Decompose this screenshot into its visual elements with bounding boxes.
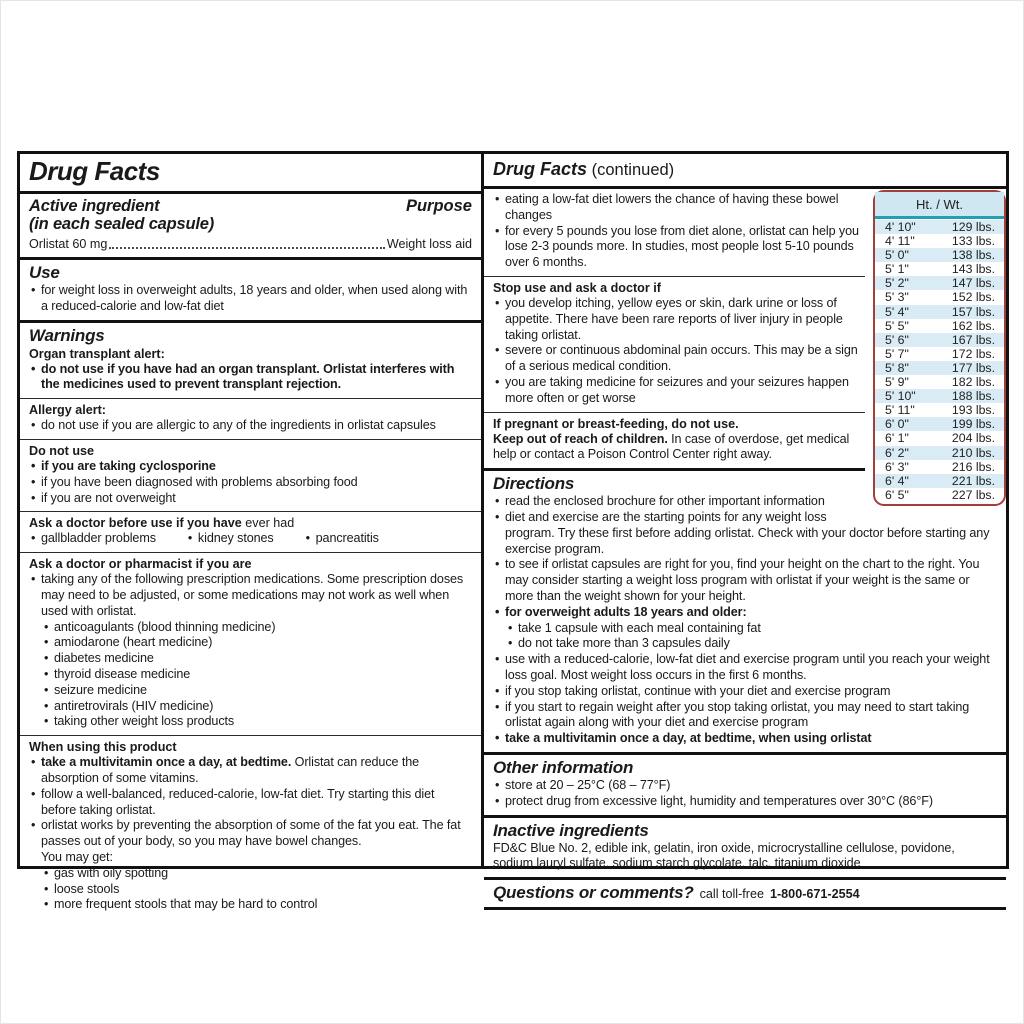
bullet-item: • kidney stones bbox=[186, 531, 274, 547]
bullet-item: • if you start to regain weight after you stop taking orlistat, you may need to start taking orlistat again along with your diet and exercise program bbox=[493, 700, 997, 732]
multivitamin-bullet: • take a multivitamin once a day, at bedtime. Orlistat can reduce the absorption of some vitamins. bbox=[29, 755, 472, 787]
medication-item: • taking other weight loss products bbox=[42, 714, 472, 730]
left-column bbox=[17, 151, 484, 912]
weight-value: 182 lbs. bbox=[951, 375, 995, 390]
when-using-section bbox=[20, 735, 481, 918]
weight-value: 193 lbs. bbox=[951, 403, 995, 418]
right-content bbox=[484, 186, 1006, 910]
organ-transplant-bullet: • do not use if you have had an organ transplant. Orlistat interferes with the medicines used to prevent transplant rejection. bbox=[29, 362, 472, 394]
weight-value: 167 lbs. bbox=[951, 332, 995, 347]
questions-heading: Questions or comments? bbox=[493, 883, 694, 903]
weight-value: 162 lbs. bbox=[951, 318, 995, 333]
stop-use-section bbox=[484, 276, 1006, 412]
pregnant-warning: If pregnant or breast-feeding, do not use. bbox=[493, 416, 739, 431]
height-value: 5' 1" bbox=[885, 262, 909, 277]
bullet-item: • for every 5 pounds you lose from diet alone, orlistat can help you lose 2-3 pounds more. In studies, most people lost 5-10 pounds over 6 months. bbox=[493, 224, 997, 271]
bullet-item: • eating a low-fat diet lowers the chance of having these bowel changes bbox=[493, 192, 997, 224]
weight-value: 147 lbs. bbox=[951, 276, 995, 291]
height-value: 6' 0" bbox=[885, 417, 909, 432]
weight-value: 188 lbs. bbox=[951, 389, 995, 404]
bowel-changes-continued-section bbox=[484, 189, 1006, 276]
height-value: 5' 8" bbox=[885, 360, 909, 375]
weight-value: 210 lbs. bbox=[951, 445, 995, 460]
ask-doctor-pharmacist-title: Ask a doctor or pharmacist if you are bbox=[29, 557, 252, 572]
height-value: 6' 5" bbox=[885, 487, 909, 502]
bullet-item: • to see if orlistat capsules are right for you, find your height on the chart to the right. You may consider starting a weight loss program with orlistat if your weight is the same or more than the weight shown for your height. bbox=[493, 557, 997, 604]
height-value: 6' 2" bbox=[885, 445, 909, 460]
symptom-item: • more frequent stools that may be hard to control bbox=[42, 897, 472, 913]
weight-value: 143 lbs. bbox=[951, 262, 995, 277]
weight-value: 138 lbs. bbox=[951, 248, 995, 263]
height-value: 5' 9" bbox=[885, 375, 909, 390]
height-value: 5' 7" bbox=[885, 346, 909, 361]
weight-value: 157 lbs. bbox=[951, 304, 995, 319]
allergy-alert-bullet: • do not use if you are allergic to any of the ingredients in orlistat capsules bbox=[29, 418, 472, 434]
bullet-item: • pancreatitis bbox=[304, 531, 379, 547]
other-information-heading: Other information bbox=[493, 757, 634, 777]
height-value: 5' 10" bbox=[885, 389, 916, 404]
weight-value: 204 lbs. bbox=[951, 431, 995, 446]
purpose-heading: Purpose bbox=[405, 197, 472, 215]
drug-facts-continued-title: Drug Facts (continued) bbox=[493, 159, 675, 179]
weight-value: 221 lbs. bbox=[951, 473, 995, 488]
bullet-item: • diet and exercise are the starting points for any weight loss program. Try these first before adding orlistat. Check with your doctor before starting any exercise program. bbox=[493, 510, 997, 557]
weight-value: 227 lbs. bbox=[951, 487, 995, 502]
do-not-use-bullet-bold: • if you are taking cyclosporine bbox=[29, 459, 472, 475]
dosage-item: • take 1 capsule with each meal containing fat bbox=[506, 621, 997, 637]
height-value: 5' 5" bbox=[885, 318, 909, 333]
directions-heading: Directions bbox=[493, 474, 575, 494]
ask-doctor-pharmacist-section bbox=[20, 552, 481, 735]
weight-value: 133 lbs. bbox=[951, 234, 995, 249]
stop-use-title: Stop use and ask a doctor if bbox=[493, 280, 661, 295]
allergy-alert-title: Allergy alert: bbox=[29, 403, 106, 418]
other-information-section bbox=[484, 752, 1006, 815]
ask-doctor-inline-bullets bbox=[29, 531, 472, 547]
height-value: 6' 1" bbox=[885, 431, 909, 446]
bullet-item: • you are taking medicine for seizures and your seizures happen more often or get worse bbox=[493, 375, 997, 407]
weight-value: 172 lbs. bbox=[951, 346, 995, 361]
bullet-item: • store at 20 – 25°C (68 – 77°F) bbox=[493, 778, 997, 794]
use-heading: Use bbox=[29, 263, 60, 282]
other-information-bullets bbox=[493, 778, 997, 810]
drug-facts-title: Drug Facts bbox=[29, 156, 160, 186]
htwt-row bbox=[875, 446, 1004, 460]
bullet-item: • read the enclosed brochure for other important information bbox=[493, 494, 997, 510]
active-ingredient-heading: Active ingredient (in each sealed capsule) bbox=[29, 197, 215, 233]
medication-item: • anticoagulants (blood thinning medicine) bbox=[42, 620, 472, 636]
ingredient-row bbox=[29, 236, 472, 252]
ask-doctor-section bbox=[20, 511, 481, 552]
dot-leader bbox=[109, 247, 384, 249]
do-not-use-bullets bbox=[29, 475, 472, 507]
when-using-title: When using this product bbox=[29, 740, 177, 755]
purpose-value: Weight loss aid bbox=[386, 237, 472, 251]
height-value: 5' 6" bbox=[885, 332, 909, 347]
organ-transplant-alert-title: Organ transplant alert: bbox=[29, 346, 165, 361]
directions-section bbox=[484, 468, 1006, 752]
height-value: 5' 11" bbox=[885, 403, 915, 418]
diet-bullet: • follow a well-balanced, reduced-calorie, low-fat diet. Try starting this diet before taking orlistat. bbox=[29, 787, 472, 819]
multivitamin-direction-bullet: • take a multivitamin once a day, at bedtime, when using orlistat bbox=[493, 731, 997, 747]
weight-value: 199 lbs. bbox=[951, 417, 995, 432]
medication-item: • amiodarone (heart medicine) bbox=[42, 635, 472, 651]
do-not-use-title: Do not use bbox=[29, 443, 95, 458]
height-value: 4' 11" bbox=[885, 234, 915, 249]
medications-list bbox=[29, 620, 472, 731]
inactive-ingredients-heading: Inactive ingredients bbox=[493, 820, 649, 840]
htwt-row bbox=[875, 474, 1004, 488]
allergy-alert-section bbox=[20, 398, 481, 439]
bullet-item: • if you have been diagnosed with problems absorbing food bbox=[29, 475, 472, 491]
medication-item: • seizure medicine bbox=[42, 683, 472, 699]
weight-value: 129 lbs. bbox=[951, 220, 995, 234]
directions-bullets-top bbox=[493, 494, 997, 605]
keep-out-of-reach-warning: Keep out of reach of children. In case of overdose, get medical help or contact a Poison Control Center right away. bbox=[493, 431, 850, 462]
bullet-item: • severe or continuous abdominal pain occurs. This may be a sign of a serious medical condition. bbox=[493, 343, 997, 375]
bowel-changes-bullet: • orlistat works by preventing the absorption of some of the fat you eat. The fat passes out of your body, so you may have bowel changes. You may get: bbox=[29, 818, 472, 865]
htwt-row bbox=[875, 431, 1004, 445]
symptom-item: • gas with oily spotting bbox=[42, 866, 472, 882]
height-value: 6' 4" bbox=[885, 473, 909, 488]
htwt-row bbox=[875, 276, 1004, 290]
bullet-item: • use with a reduced-calorie, low-fat diet and exercise program until you reach your weight loss goal. Most weight loss occurs in the first 6 months. bbox=[493, 652, 997, 684]
ingredient-name: Orlistat 60 mg bbox=[29, 237, 108, 251]
bullet-item: • if you stop taking orlistat, continue with your diet and exercise program bbox=[493, 684, 997, 700]
prescription-medications-bullet: • taking any of the following prescription medications. Some prescription doses may need to be adjusted, or some medications may not work as well when used with orlistat. bbox=[29, 572, 472, 619]
phone-number: 1-800-671-2554 bbox=[769, 887, 860, 902]
warnings-heading: Warnings bbox=[29, 325, 105, 345]
weight-value: 177 lbs. bbox=[951, 360, 995, 375]
height-value: 5' 3" bbox=[885, 290, 909, 305]
dosage-item: • do not take more than 3 capsules daily bbox=[506, 636, 997, 652]
right-column bbox=[484, 151, 1009, 903]
use-bullet: • for weight loss in overweight adults, 18 years and older, when used along with a reduced-calorie and low-fat diet bbox=[29, 283, 472, 315]
do-not-use-section bbox=[20, 439, 481, 511]
height-value: 5' 4" bbox=[885, 304, 909, 319]
call-toll-free-text: call toll-free bbox=[699, 887, 764, 902]
drug-facts-label bbox=[17, 151, 1009, 912]
active-ingredient-section bbox=[20, 191, 481, 257]
directions-bullets-bottom bbox=[493, 652, 997, 731]
height-value: 5' 0" bbox=[885, 248, 909, 263]
htwt-row bbox=[875, 417, 1004, 431]
bullet-item: • you develop itching, yellow eyes or skin, dark urine or loss of appetite. There have been rare reports of liver injury in people taking orlistat. bbox=[493, 296, 997, 343]
ask-doctor-title: Ask a doctor before use if you have ever had bbox=[29, 516, 295, 531]
medication-item: • thyroid disease medicine bbox=[42, 667, 472, 683]
weight-value: 216 lbs. bbox=[951, 459, 995, 474]
bullet-item: • if you are not overweight bbox=[29, 491, 472, 507]
height-value: 4' 10" bbox=[885, 220, 916, 234]
you-may-get-list bbox=[29, 866, 472, 913]
htwt-table-header: Ht. / Wt. bbox=[875, 192, 1004, 219]
questions-section bbox=[484, 877, 1006, 910]
symptom-item: • loose stools bbox=[42, 882, 472, 898]
continued-bullets bbox=[493, 192, 997, 271]
height-value: 6' 3" bbox=[885, 459, 909, 474]
medication-item: • diabetes medicine bbox=[42, 651, 472, 667]
bullet-item: • gallbladder problems bbox=[29, 531, 156, 547]
dosage-list bbox=[493, 621, 997, 653]
inactive-ingredients-text: FD&C Blue No. 2, edible ink, gelatin, iron oxide, microcrystalline cellulose, povidone, sodium lauryl sulfate, sodium starch glycolate, talc, titanium dioxide bbox=[493, 840, 955, 871]
use-section bbox=[20, 257, 481, 320]
htwt-row bbox=[875, 460, 1004, 474]
medication-item: • antiretrovirals (HIV medicine) bbox=[42, 699, 472, 715]
weight-value: 152 lbs. bbox=[951, 290, 995, 305]
inactive-ingredients-section bbox=[484, 815, 1006, 878]
overweight-adults-bullet: • for overweight adults 18 years and older: bbox=[493, 605, 997, 621]
stop-use-bullets bbox=[493, 296, 997, 407]
height-value: 5' 2" bbox=[885, 276, 909, 291]
bullet-item: • protect drug from excessive light, humidity and temperatures over 30°C (86°F) bbox=[493, 794, 997, 810]
warnings-section bbox=[20, 320, 481, 399]
